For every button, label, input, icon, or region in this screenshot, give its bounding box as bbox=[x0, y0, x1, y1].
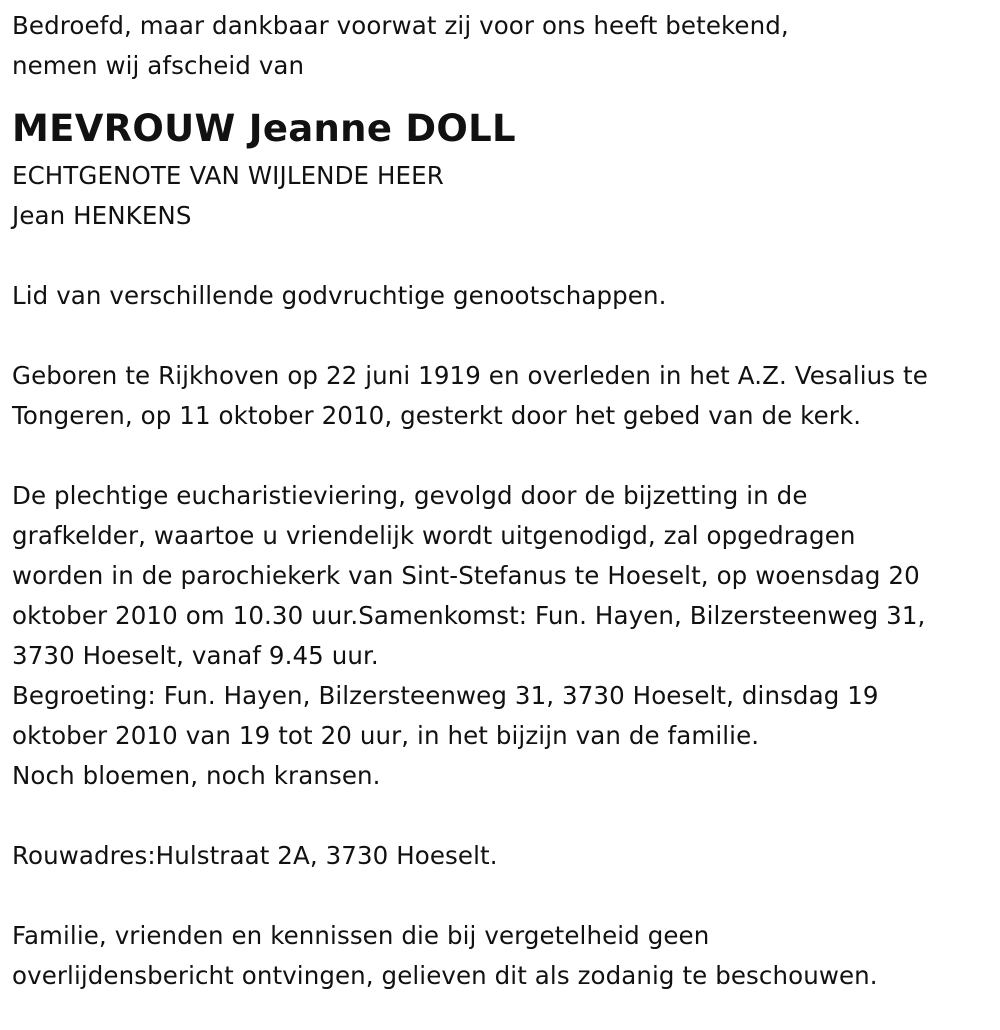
mourning-address: Rouwadres:Hulstraat 2A, 3730 Hoeselt. bbox=[12, 841, 498, 870]
ceremony-line-4: oktober 2010 om 10.30 uur.Samenkomst: Fun. Hayen, Bilzersteenweg 31, bbox=[12, 601, 926, 630]
closing-line-2: overlijdensbericht ontvingen, gelieven dit als zodanig te beschouwen. bbox=[12, 961, 878, 990]
ceremony-line-1: De plechtige eucharistieviering, gevolgd door de bijzetting in de bbox=[12, 481, 808, 510]
ceremony-line-3: worden in de parochiekerk van Sint-Stefanus te Hoeselt, op woensdag 20 bbox=[12, 561, 920, 590]
membership-text: Lid van verschillende godvruchtige genootschappen. bbox=[12, 281, 667, 310]
intro-line-2: nemen wij afscheid van bbox=[12, 51, 305, 80]
spacer bbox=[12, 236, 992, 276]
spacer bbox=[12, 316, 992, 356]
deceased-name: MEVROUW Jeanne DOLL bbox=[12, 107, 516, 150]
spacer bbox=[12, 436, 992, 476]
obituary-notice bbox=[12, 6, 992, 996]
birth-death-line-2: Tongeren, op 11 oktober 2010, gesterkt door het gebed van de kerk. bbox=[12, 401, 862, 430]
ceremony-line-7: oktober 2010 van 19 tot 20 uur, in het bijzijn van de familie. bbox=[12, 721, 760, 750]
ceremony-line-2: grafkelder, waartoe u vriendelijk wordt uitgenodigd, zal opgedragen bbox=[12, 521, 856, 550]
ceremony-line-5: 3730 Hoeselt, vanaf 9.45 uur. bbox=[12, 641, 379, 670]
intro-line-1: Bedroefd, maar dankbaar voorwat zij voor ons heeft betekend, bbox=[12, 11, 789, 40]
spouse-name: Jean HENKENS bbox=[12, 201, 192, 230]
spacer bbox=[12, 796, 992, 836]
ceremony-line-6: Begroeting: Fun. Hayen, Bilzersteenweg 31, 3730 Hoeselt, dinsdag 19 bbox=[12, 681, 879, 710]
birth-death-line-1: Geboren te Rijkhoven op 22 juni 1919 en overleden in het A.Z. Vesalius te bbox=[12, 361, 928, 390]
spacer bbox=[12, 876, 992, 916]
spouse-title: ECHTGENOTE VAN WIJLENDE HEER bbox=[12, 161, 444, 190]
ceremony-line-8: Noch bloemen, noch kransen. bbox=[12, 761, 381, 790]
closing-line-1: Familie, vrienden en kennissen die bij vergetelheid geen bbox=[12, 921, 710, 950]
